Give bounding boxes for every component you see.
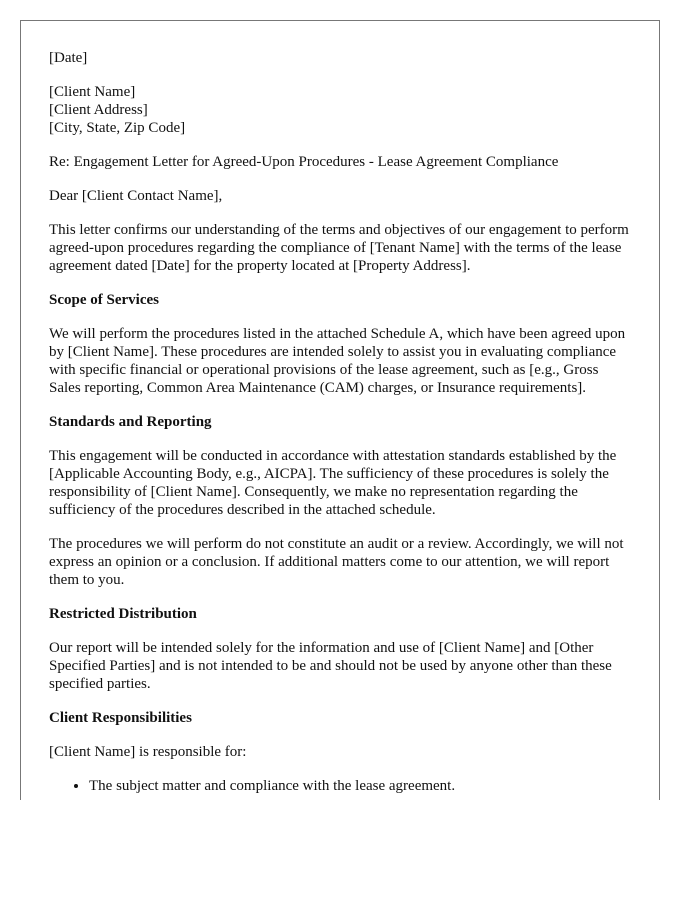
responsibilities-intro: [Client Name] is responsible for: — [49, 744, 247, 760]
letter-page — [20, 20, 660, 800]
section-heading-scope: Scope of Services — [49, 292, 159, 308]
recipient-street: [Client Address] — [49, 102, 148, 118]
recipient-city: [City, State, Zip Code] — [49, 120, 186, 136]
letter-body — [21, 21, 659, 795]
recipient-address — [49, 83, 631, 137]
list-item: • The subject matter and compliance with the lease agreement. — [89, 777, 631, 795]
subject-line: Re: Engagement Letter for Agreed-Upon Procedures - Lease Agreement Compliance — [49, 154, 559, 170]
salutation: Dear [Client Contact Name], — [49, 188, 223, 204]
recipient-name: [Client Name] — [49, 84, 136, 100]
section-heading-restricted: Restricted Distribution — [49, 606, 197, 622]
standards-paragraph-1: This engagement will be conducted in accordance with attestation standards established by the [Applicable Accounting Body, e.g., AICPA]. The sufficiency of these procedures is solely the responsibility of [Client Name]. Consequently, we make no representation regarding the sufficiency of the procedures described in the attached schedule. — [49, 448, 617, 518]
scope-paragraph: We will perform the procedures listed in the attached Schedule A, which have been agreed upon by [Client Name]. These procedures are intended solely to assist you in evaluating compliance with specific financial or operational provisions of the lease agreement, such as [e.g., Gross Sales reporting, Common Area Maintenance (CAM) charges, or Insurance requirements]. — [49, 326, 626, 396]
section-heading-standards: Standards and Reporting — [49, 414, 212, 430]
letter-date: [Date] — [49, 50, 88, 66]
section-heading-responsibilities: Client Responsibilities — [49, 710, 192, 726]
intro-paragraph: This letter confirms our understanding of the terms and objectives of our engagement to perform agreed-upon procedures regarding the compliance of [Tenant Name] with the terms of the lease agreement dated [Date] for the property located at [Property Address]. — [49, 222, 629, 274]
standards-paragraph-2: The procedures we will perform do not constitute an audit or a review. Accordingly, we will not express an opinion or a conclusion. If additional matters come to our attention, we will report them to you. — [49, 536, 624, 588]
restricted-paragraph: Our report will be intended solely for the information and use of [Client Name] and [Other Specified Parties] and is not intended to be and should not be used by anyone other than these specified parties. — [49, 640, 612, 692]
responsibilities-list — [49, 777, 631, 795]
